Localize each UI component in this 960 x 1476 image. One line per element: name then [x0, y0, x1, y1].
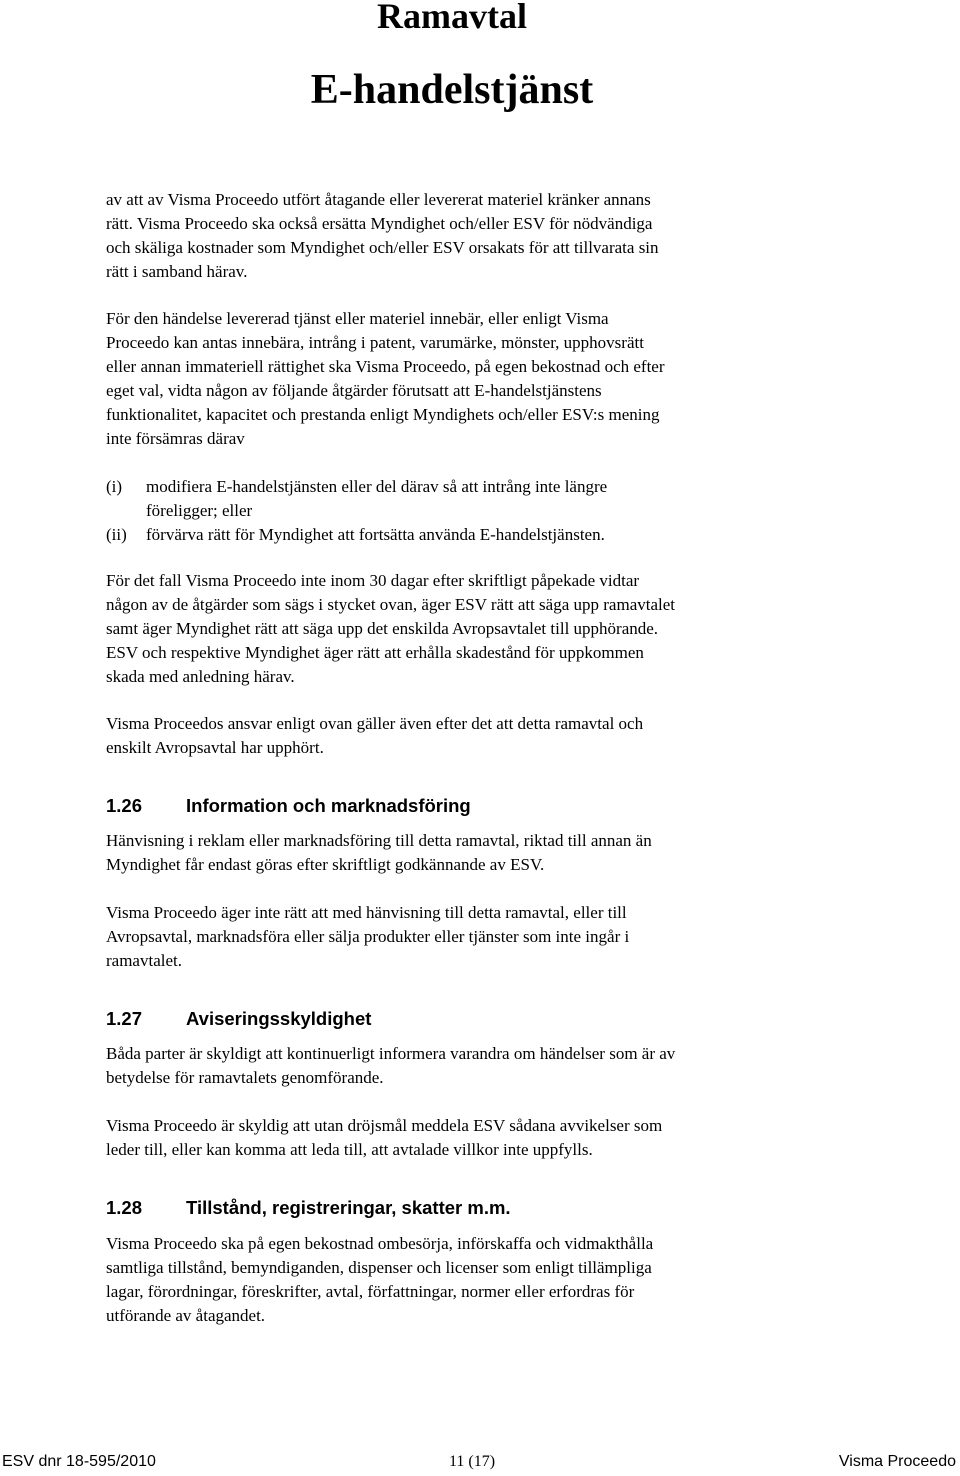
list-item-number: (i): [106, 477, 123, 496]
paragraph-termination-rights: För det fall Visma Proceedo inte inom 30 dagar efter skriftligt påpekade vidtar någon av de åtgärder som sägs i stycket ovan, äger ESV rätt att säga upp ramavtalet samt äger Myndighet rätt att säga upp det enskilda Avropsavtalet till upphörande. ESV och respektive Myndighet äger rätt att erhålla skadestånd för uppkommen skada med anledning härav.: [106, 571, 676, 686]
paragraph-infringement-continued: av att av Visma Proceedo utfört åtagande eller levererat materiel kränker annans rätt. Visma Proceedo ska också ersätta Myndighet och/eller ESV för nödvändiga och skäliga kostnader som Myndighet och/eller ESV orsakats för att tillvarata sin rätt i samband härav.: [106, 190, 659, 281]
footer-page-number: 11 (17): [449, 1453, 496, 1470]
paragraph-liability-survival: Visma Proceedos ansvar enligt ovan gäller även efter det att detta ramavtal och enskilt Avropsavtal har upphört.: [106, 714, 644, 757]
section-paragraph: Visma Proceedo är skyldig att utan dröjsmål meddela ESV sådana avvikelser som leder till, eller kan komma att leda till, att avtalade villkor inte uppfylls.: [106, 1116, 663, 1159]
footer-doc-number: ESV dnr 18-595/2010: [2, 1453, 156, 1470]
section-title: Information och marknadsföring: [186, 795, 471, 816]
document-subtitle: E-handelstjänst: [310, 67, 594, 113]
footer-company: Visma Proceedo: [838, 1453, 956, 1470]
paragraph-infringement-measures: För den händelse levererad tjänst eller materiel innebär, eller enligt Visma Proceedo kan antas innebära, intrång i patent, varumärke, mönster, upphovsrätt eller annan immateriell rättighet ska Visma Proceedo, på egen bekostnad och efter eget val, vidta någon av följande åtgärder förutsatt att E-handelstjänstens funktionalitet, kapacitet och prestanda enligt Myndighets och/eller ESV:s mening inte försämras därav: [106, 309, 665, 448]
section-paragraph: Båda parter är skyldigt att kontinuerligt informera varandra om händelser som är av betydelse för ramavtalets genomförande.: [106, 1044, 676, 1087]
section-paragraph: Visma Proceedo äger inte rätt att med hänvisning till detta ramavtal, eller till Avropsavtal, marknadsföra eller sälja produkter eller tjänster som inte ingår i ramavtalet.: [106, 903, 630, 970]
section-number: 1.27: [106, 1008, 143, 1029]
list-item-text: modifiera E-handelstjänsten eller del därav så att intrång inte längre föreligger; eller: [146, 477, 608, 520]
document-title: Ramavtal: [377, 0, 527, 36]
section-number: 1.26: [106, 795, 143, 816]
section-paragraph: Hänvisning i reklam eller marknadsföring till detta ramavtal, riktad till annan än Myndighet får endast göras efter skriftligt godkännande av ESV.: [106, 831, 652, 874]
section-number: 1.28: [106, 1197, 143, 1218]
section-title: Aviseringsskyldighet: [186, 1008, 372, 1029]
section-paragraph: Visma Proceedo ska på egen bekostnad ombesörja, införskaffa och vidmakthålla samtliga tillstånd, bemyndiganden, dispenser och licenser som enligt tillämpliga lagar, förordningar, föreskrifter, avtal, författningar, normer eller erfordras för utförande av åtagandet.: [106, 1234, 654, 1325]
section-title: Tillstånd, registreringar, skatter m.m.: [186, 1197, 511, 1218]
list-item-text: förvärva rätt för Myndighet att fortsätta använda E-handelstjänsten.: [146, 525, 605, 544]
list-item-number: (ii): [106, 525, 127, 544]
